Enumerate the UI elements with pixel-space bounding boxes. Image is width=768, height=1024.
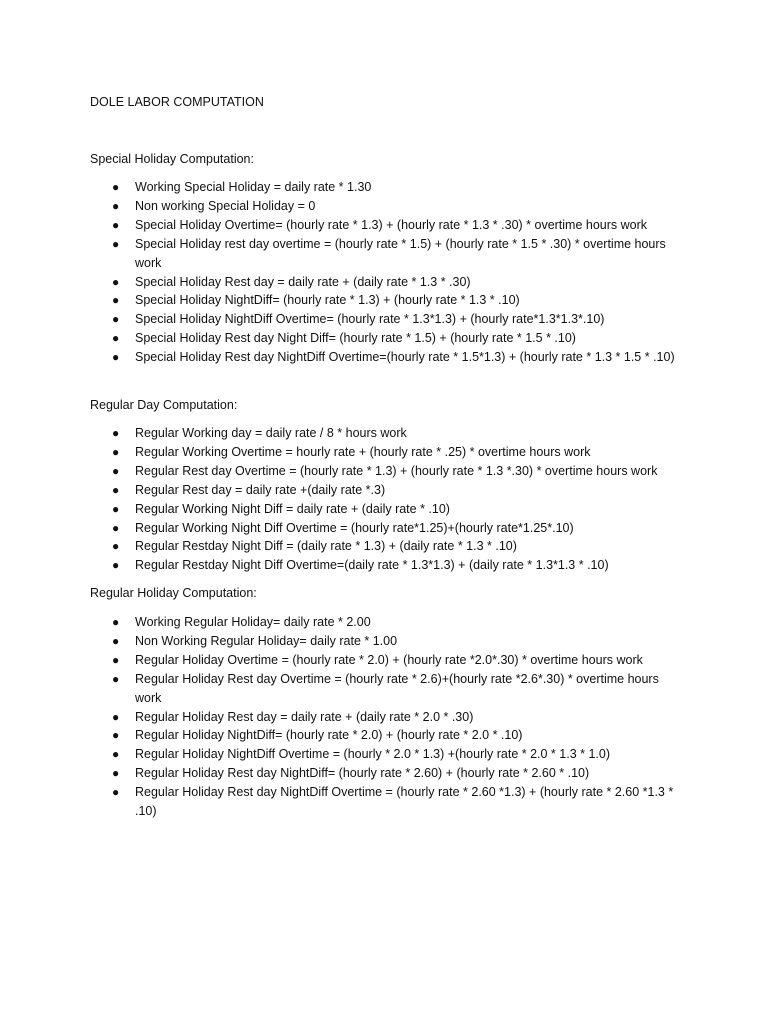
bullet-icon: ● <box>112 482 120 497</box>
bullet-icon: ● <box>112 198 120 213</box>
list-item <box>0 764 680 783</box>
list-item <box>0 329 680 348</box>
bullet-icon: ● <box>112 274 120 289</box>
list-item-text: Regular Holiday NightDiff Overtime = (hourly * 2.0 * 1.3) +(hourly rate * 2.0 * 1.3 * 1.0) <box>135 747 610 762</box>
bullet-icon: ● <box>112 747 120 762</box>
bullet-icon: ● <box>112 671 120 686</box>
list-item <box>0 424 680 443</box>
list-item-text: Special Holiday NightDiff= (hourly rate * 1.3) + (hourly rate * 1.3 * .10) <box>135 293 520 308</box>
list-item <box>0 651 680 670</box>
list-item-text: Non Working Regular Holiday= daily rate * 1.00 <box>135 633 398 648</box>
bullet-icon: ● <box>112 501 120 516</box>
list-item <box>0 632 680 651</box>
list-item-text: Regular Rest day Overtime = (hourly rate * 1.3) + (hourly rate * 1.3 *.30) * overtime hours work <box>135 463 658 478</box>
list-item-text: Regular Holiday Rest day NightDiff Overtime = (hourly rate * 2.60 *1.3) + (hourly rate * 2.60 *1.3 * .10) <box>135 785 674 819</box>
list-item <box>0 216 680 235</box>
list-item <box>0 178 680 197</box>
regular-day-list <box>0 424 680 575</box>
bullet-icon: ● <box>112 728 120 743</box>
list-item-text: Special Holiday Rest day Night Diff= (hourly rate * 1.5) + (hourly rate * 1.5 * .10) <box>135 331 576 346</box>
special-holiday-list <box>0 178 680 367</box>
bullet-icon: ● <box>112 217 120 232</box>
list-item <box>0 613 680 632</box>
list-item <box>0 537 680 556</box>
list-item <box>0 500 680 519</box>
list-item <box>0 197 680 216</box>
bullet-icon: ● <box>112 236 120 251</box>
bullet-icon: ● <box>112 615 120 629</box>
bullet-icon: ● <box>112 558 120 573</box>
bullet-icon: ● <box>112 444 120 459</box>
list-item-text: Regular Restday Night Diff Overtime=(daily rate * 1.3*1.3) + (daily rate * 1.3*1.3 * .10) <box>135 558 609 573</box>
list-item-text: Regular Rest day = daily rate +(daily rate *.3) <box>135 482 386 497</box>
list-item-text: Working Special Holiday = daily rate * 1.30 <box>135 180 372 194</box>
list-item-text: Regular Restday Night Diff = (daily rate * 1.3) + (daily rate * 1.3 * .10) <box>135 539 517 554</box>
regular-holiday-list <box>0 613 680 821</box>
bullet-icon: ● <box>112 463 120 478</box>
list-item-text: Regular Holiday Overtime = (hourly rate * 2.0) + (hourly rate *2.0*.30) * overtime hours work <box>135 652 643 667</box>
list-item <box>0 670 680 708</box>
list-item-text: Special Holiday NightDiff Overtime= (hourly rate * 1.3*1.3) + (hourly rate*1.3*1.3*.10) <box>135 312 605 327</box>
list-item-text: Regular Holiday Rest day NightDiff= (hourly rate * 2.60) + (hourly rate * 2.60 * .10) <box>135 766 590 781</box>
list-item <box>0 462 680 481</box>
list-item-text: Regular Working Overtime = hourly rate + (hourly rate * .25) * overtime hours work <box>135 444 591 459</box>
bullet-icon: ● <box>112 633 120 648</box>
bullet-icon: ● <box>112 426 120 440</box>
list-item <box>0 556 680 575</box>
bullet-icon: ● <box>112 785 120 800</box>
list-item <box>0 348 680 367</box>
list-item <box>0 235 680 273</box>
bullet-icon: ● <box>112 539 120 554</box>
section-heading-special-holiday: Special Holiday Computation: <box>90 152 254 166</box>
list-item <box>0 481 680 500</box>
list-item-text: Regular Holiday Rest day = daily rate + (daily rate * 2.0 * .30) <box>135 709 474 724</box>
list-item-text: Regular Holiday Rest day Overtime = (hourly rate * 2.6)+(hourly rate *2.6*.30) * overtime hours work <box>135 671 659 705</box>
list-item <box>0 310 680 329</box>
bullet-icon: ● <box>112 652 120 667</box>
list-item <box>0 291 680 310</box>
bullet-icon: ● <box>112 331 120 346</box>
list-item-text: Working Regular Holiday= daily rate * 2.00 <box>135 615 371 629</box>
list-item-text: Regular Working day = daily rate / 8 * hours work <box>135 426 407 440</box>
list-item-text: Special Holiday Rest day = daily rate + (daily rate * 1.3 * .30) <box>135 274 471 289</box>
list-item <box>0 273 680 292</box>
section-heading-regular-day: Regular Day Computation: <box>90 398 238 412</box>
list-item <box>0 443 680 462</box>
list-item-text: Non working Special Holiday = 0 <box>135 198 316 213</box>
list-item <box>0 519 680 538</box>
bullet-icon: ● <box>112 709 120 724</box>
list-item-text: Special Holiday rest day overtime = (hourly rate * 1.5) + (hourly rate * 1.5 * .30) * overtime hours work <box>135 236 666 270</box>
section-heading-regular-holiday: Regular Holiday Computation: <box>90 586 257 600</box>
list-item-text: Special Holiday Rest day NightDiff Overtime=(hourly rate * 1.5*1.3) + (hourly rate * 1.3 * 1.5 * .10) <box>135 350 675 365</box>
list-item-text: Regular Working Night Diff = daily rate + (daily rate * .10) <box>135 501 450 516</box>
list-item <box>0 745 680 764</box>
bullet-icon: ● <box>112 180 120 194</box>
list-item <box>0 783 680 821</box>
bullet-icon: ● <box>112 766 120 781</box>
list-item-text: Regular Working Night Diff Overtime = (hourly rate*1.25)+(hourly rate*1.25*.10) <box>135 520 574 535</box>
document-title: DOLE LABOR COMPUTATION <box>90 95 264 109</box>
list-item-text: Regular Holiday NightDiff= (hourly rate * 2.0) + (hourly rate * 2.0 * .10) <box>135 728 523 743</box>
bullet-icon: ● <box>112 312 120 327</box>
bullet-icon: ● <box>112 520 120 535</box>
bullet-icon: ● <box>112 293 120 308</box>
bullet-icon: ● <box>112 350 120 365</box>
list-item <box>0 708 680 727</box>
list-item <box>0 726 680 745</box>
list-item-text: Special Holiday Overtime= (hourly rate * 1.3) + (hourly rate * 1.3 * .30) * overtime hours work <box>135 217 648 232</box>
